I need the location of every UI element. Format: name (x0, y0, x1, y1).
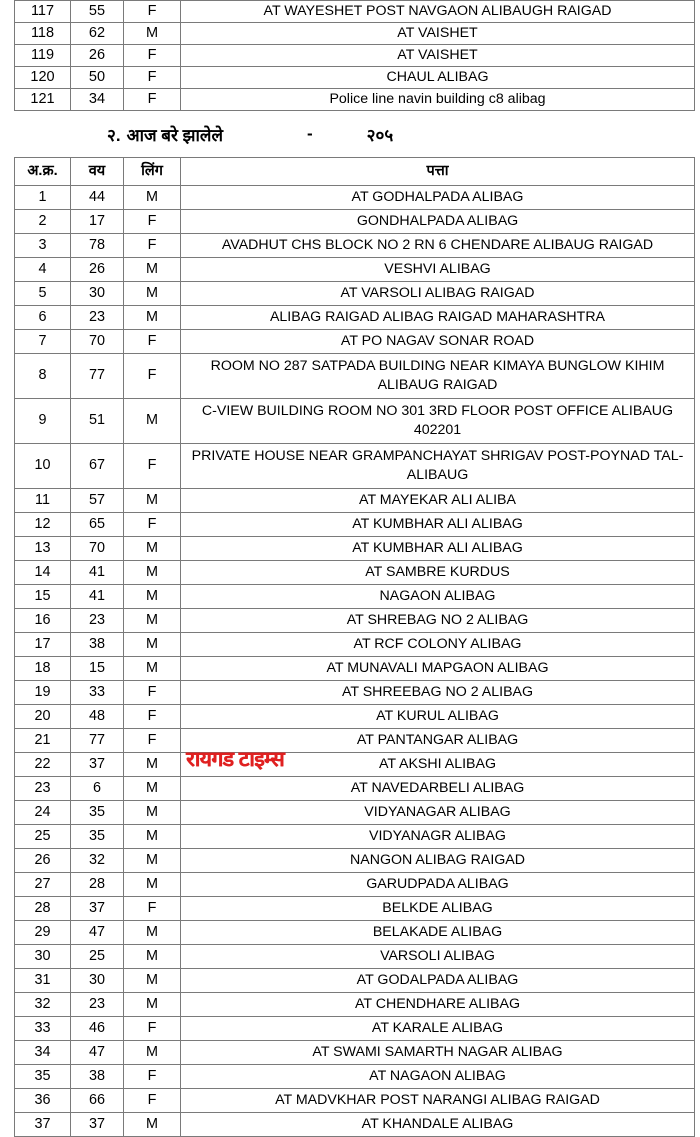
cell-serial: 24 (15, 801, 71, 825)
cell-address: NANGON ALIBAG RAIGAD (181, 849, 695, 873)
cell-address: PRIVATE HOUSE NEAR GRAMPANCHAYAT SHRIGAV POST-POYNAD TAL-ALIBAUG (181, 444, 695, 489)
cell-serial: 22 (15, 753, 71, 777)
cell-age: 23 (71, 306, 124, 330)
table-row (15, 1, 695, 23)
cell-serial: 3 (15, 234, 71, 258)
cell-age: 66 (71, 1089, 124, 1113)
cell-address: AT MAYEKAR ALI ALIBA (181, 489, 695, 513)
cell-address: VARSOLI ALIBAG (181, 945, 695, 969)
cell-gender: M (124, 585, 181, 609)
continued-table-body (15, 1, 695, 111)
table-row (15, 210, 695, 234)
cell-age: 23 (71, 993, 124, 1017)
cell-age: 26 (71, 258, 124, 282)
cell-serial: 9 (15, 399, 71, 444)
cell-age: 77 (71, 729, 124, 753)
cell-gender: M (124, 777, 181, 801)
table-row (15, 258, 695, 282)
cell-serial: 23 (15, 777, 71, 801)
cell-age: 33 (71, 681, 124, 705)
table-row (15, 23, 695, 45)
table-row (15, 873, 695, 897)
cell-gender: F (124, 1089, 181, 1113)
cell-address: ALIBAG RAIGAD ALIBAG RAIGAD MAHARASHTRA (181, 306, 695, 330)
cell-gender: F (124, 897, 181, 921)
table-row (15, 777, 695, 801)
cell-address: AT GODALPADA ALIBAG (181, 969, 695, 993)
cell-address: Police line navin building c8 alibag (181, 89, 695, 111)
cell-age: 50 (71, 67, 124, 89)
cell-address: AT VARSOLI ALIBAG RAIGAD (181, 282, 695, 306)
cell-address: C-VIEW BUILDING ROOM NO 301 3RD FLOOR POST OFFICE ALIBAUG 402201 (181, 399, 695, 444)
column-header-address: पत्ता (181, 158, 695, 186)
table-row (15, 354, 695, 399)
table-row (15, 681, 695, 705)
cell-address: AT CHENDHARE ALIBAG (181, 993, 695, 1017)
cell-serial: 121 (15, 89, 71, 111)
cell-address: BELKDE ALIBAG (181, 897, 695, 921)
cell-gender: M (124, 561, 181, 585)
cell-address: AT SWAMI SAMARTH NAGAR ALIBAG (181, 1041, 695, 1065)
cell-gender: F (124, 444, 181, 489)
table-row (15, 633, 695, 657)
section-count: २०५ (366, 125, 394, 145)
cell-gender: M (124, 801, 181, 825)
cell-serial: 13 (15, 537, 71, 561)
cell-address: GARUDPADA ALIBAG (181, 873, 695, 897)
cell-serial: 36 (15, 1089, 71, 1113)
cell-serial: 11 (15, 489, 71, 513)
cell-address: AT SHREBAG NO 2 ALIBAG (181, 609, 695, 633)
cell-serial: 20 (15, 705, 71, 729)
table-row (15, 489, 695, 513)
column-header-age: वय (71, 158, 124, 186)
cell-address: AT WAYESHET POST NAVGAON ALIBAUGH RAIGAD (181, 1, 695, 23)
cell-age: 25 (71, 945, 124, 969)
cell-gender: M (124, 657, 181, 681)
cell-address: AT VAISHET (181, 45, 695, 67)
cell-gender: F (124, 354, 181, 399)
main-table-head (15, 158, 695, 186)
cell-age: 55 (71, 1, 124, 23)
table-row (15, 306, 695, 330)
cell-address: VIDYANAGR ALIBAG (181, 825, 695, 849)
cell-address: AT PANTANGAR ALIBAG (181, 729, 695, 753)
cell-serial: 16 (15, 609, 71, 633)
table-row (15, 67, 695, 89)
cell-serial: 1 (15, 186, 71, 210)
table-row (15, 1017, 695, 1041)
table-row (15, 330, 695, 354)
table-row (15, 1065, 695, 1089)
cell-address: AT NAVEDARBELI ALIBAG (181, 777, 695, 801)
table-row (15, 234, 695, 258)
cell-serial: 2 (15, 210, 71, 234)
cell-gender: M (124, 921, 181, 945)
cell-age: 41 (71, 585, 124, 609)
cell-gender: M (124, 873, 181, 897)
cell-serial: 28 (15, 897, 71, 921)
cell-gender: M (124, 258, 181, 282)
cell-serial: 18 (15, 657, 71, 681)
cell-address: AT KUMBHAR ALI ALIBAG (181, 537, 695, 561)
cell-gender: M (124, 23, 181, 45)
cell-age: 65 (71, 513, 124, 537)
cell-serial: 35 (15, 1065, 71, 1089)
continued-patient-table (14, 0, 695, 111)
table-row (15, 282, 695, 306)
cell-gender: F (124, 705, 181, 729)
cell-serial: 10 (15, 444, 71, 489)
cell-serial: 14 (15, 561, 71, 585)
table-row (15, 186, 695, 210)
cell-gender: M (124, 969, 181, 993)
table-row (15, 444, 695, 489)
cell-address: AT KHANDALE ALIBAG (181, 1113, 695, 1137)
cell-address: AT KUMBHAR ALI ALIBAG (181, 513, 695, 537)
cell-address: AT AKSHI ALIBAG (181, 753, 695, 777)
table-row (15, 537, 695, 561)
cell-gender: F (124, 513, 181, 537)
cell-gender: M (124, 849, 181, 873)
table-row (15, 753, 695, 777)
cell-gender: M (124, 399, 181, 444)
column-header-gender: लिंग (124, 158, 181, 186)
raigad-times-watermark: रायगड टाइम्स (186, 748, 284, 771)
cell-age: 44 (71, 186, 124, 210)
table-row (15, 993, 695, 1017)
table-row (15, 705, 695, 729)
cell-address: AT NAGAON ALIBAG (181, 1065, 695, 1089)
table-row (15, 609, 695, 633)
cell-gender: F (124, 729, 181, 753)
cell-serial: 33 (15, 1017, 71, 1041)
cell-address: AT RCF COLONY ALIBAG (181, 633, 695, 657)
cell-serial: 5 (15, 282, 71, 306)
cell-gender: M (124, 1113, 181, 1137)
cell-gender: F (124, 1, 181, 23)
cell-serial: 7 (15, 330, 71, 354)
table-row (15, 513, 695, 537)
cell-gender: M (124, 537, 181, 561)
cell-serial: 31 (15, 969, 71, 993)
cell-age: 62 (71, 23, 124, 45)
recovered-patient-table (14, 157, 695, 1137)
cell-age: 23 (71, 609, 124, 633)
cell-gender: M (124, 306, 181, 330)
cell-age: 26 (71, 45, 124, 67)
cell-age: 38 (71, 633, 124, 657)
cell-address: AT SHREEBAG NO 2 ALIBAG (181, 681, 695, 705)
cell-age: 35 (71, 801, 124, 825)
table-row (15, 1089, 695, 1113)
table-row (15, 825, 695, 849)
cell-serial: 4 (15, 258, 71, 282)
cell-serial: 25 (15, 825, 71, 849)
table-row (15, 897, 695, 921)
cell-serial: 21 (15, 729, 71, 753)
cell-age: 67 (71, 444, 124, 489)
cell-age: 34 (71, 89, 124, 111)
cell-serial: 15 (15, 585, 71, 609)
cell-age: 32 (71, 849, 124, 873)
cell-address: VESHVI ALIBAG (181, 258, 695, 282)
cell-serial: 118 (15, 23, 71, 45)
cell-age: 46 (71, 1017, 124, 1041)
section-number: २. (107, 125, 121, 145)
table-row (15, 969, 695, 993)
cell-age: 70 (71, 537, 124, 561)
cell-age: 37 (71, 897, 124, 921)
cell-age: 17 (71, 210, 124, 234)
cell-gender: F (124, 234, 181, 258)
cell-gender: M (124, 825, 181, 849)
cell-serial: 17 (15, 633, 71, 657)
cell-age: 30 (71, 969, 124, 993)
cell-age: 38 (71, 1065, 124, 1089)
cell-age: 37 (71, 753, 124, 777)
section-heading-recovered (0, 111, 700, 157)
cell-gender: F (124, 67, 181, 89)
cell-gender: F (124, 1017, 181, 1041)
cell-serial: 119 (15, 45, 71, 67)
cell-gender: M (124, 633, 181, 657)
cell-gender: M (124, 186, 181, 210)
cell-serial: 37 (15, 1113, 71, 1137)
table-row (15, 561, 695, 585)
cell-gender: F (124, 45, 181, 67)
cell-age: 15 (71, 657, 124, 681)
cell-gender: F (124, 681, 181, 705)
cell-age: 78 (71, 234, 124, 258)
cell-serial: 117 (15, 1, 71, 23)
cell-age: 37 (71, 1113, 124, 1137)
cell-age: 57 (71, 489, 124, 513)
cell-serial: 32 (15, 993, 71, 1017)
cell-gender: M (124, 1041, 181, 1065)
main-table-body (15, 186, 695, 1137)
cell-address: AT KURUL ALIBAG (181, 705, 695, 729)
cell-address: GONDHALPADA ALIBAG (181, 210, 695, 234)
cell-age: 77 (71, 354, 124, 399)
cell-address: AT MADVKHAR POST NARANGI ALIBAG RAIGAD (181, 1089, 695, 1113)
cell-gender: F (124, 210, 181, 234)
cell-age: 35 (71, 825, 124, 849)
table-row (15, 399, 695, 444)
cell-address: AT KARALE ALIBAG (181, 1017, 695, 1041)
cell-address: BELAKADE ALIBAG (181, 921, 695, 945)
cell-serial: 12 (15, 513, 71, 537)
cell-age: 41 (71, 561, 124, 585)
section-title: आज बरे झालेले (126, 125, 223, 145)
cell-gender: M (124, 282, 181, 306)
cell-serial: 26 (15, 849, 71, 873)
cell-serial: 29 (15, 921, 71, 945)
table-row (15, 585, 695, 609)
table-row (15, 849, 695, 873)
cell-age: 47 (71, 1041, 124, 1065)
cell-address: AT VAISHET (181, 23, 695, 45)
table-row (15, 89, 695, 111)
section-dash: - (306, 124, 313, 143)
column-header-serial: अ.क्र. (15, 158, 71, 186)
cell-gender: F (124, 89, 181, 111)
cell-serial: 120 (15, 67, 71, 89)
table-row (15, 1113, 695, 1137)
table-row (15, 729, 695, 753)
cell-address: AT SAMBRE KURDUS (181, 561, 695, 585)
cell-age: 30 (71, 282, 124, 306)
cell-serial: 19 (15, 681, 71, 705)
table-header-row (15, 158, 695, 186)
cell-gender: M (124, 609, 181, 633)
cell-gender: M (124, 753, 181, 777)
cell-gender: M (124, 993, 181, 1017)
cell-serial: 8 (15, 354, 71, 399)
cell-address: AT PO NAGAV SONAR ROAD (181, 330, 695, 354)
cell-serial: 6 (15, 306, 71, 330)
cell-age: 47 (71, 921, 124, 945)
cell-age: 51 (71, 399, 124, 444)
cell-serial: 34 (15, 1041, 71, 1065)
table-row (15, 1041, 695, 1065)
cell-address: AVADHUT CHS BLOCK NO 2 RN 6 CHENDARE ALIBAUG RAIGAD (181, 234, 695, 258)
cell-address: AT GODHALPADA ALIBAG (181, 186, 695, 210)
cell-gender: F (124, 330, 181, 354)
table-row (15, 921, 695, 945)
cell-age: 48 (71, 705, 124, 729)
cell-address: NAGAON ALIBAG (181, 585, 695, 609)
cell-age: 70 (71, 330, 124, 354)
cell-serial: 27 (15, 873, 71, 897)
table-row (15, 657, 695, 681)
table-row (15, 801, 695, 825)
cell-gender: M (124, 945, 181, 969)
cell-address: AT MUNAVALI MAPGAON ALIBAG (181, 657, 695, 681)
cell-age: 6 (71, 777, 124, 801)
cell-address: VIDYANAGAR ALIBAG (181, 801, 695, 825)
cell-gender: F (124, 1065, 181, 1089)
cell-address: CHAUL ALIBAG (181, 67, 695, 89)
table-row (15, 945, 695, 969)
table-row (15, 45, 695, 67)
cell-serial: 30 (15, 945, 71, 969)
cell-address: ROOM NO 287 SATPADA BUILDING NEAR KIMAYA BUNGLOW KIHIM ALIBAUG RAIGAD (181, 354, 695, 399)
cell-gender: M (124, 489, 181, 513)
cell-age: 28 (71, 873, 124, 897)
